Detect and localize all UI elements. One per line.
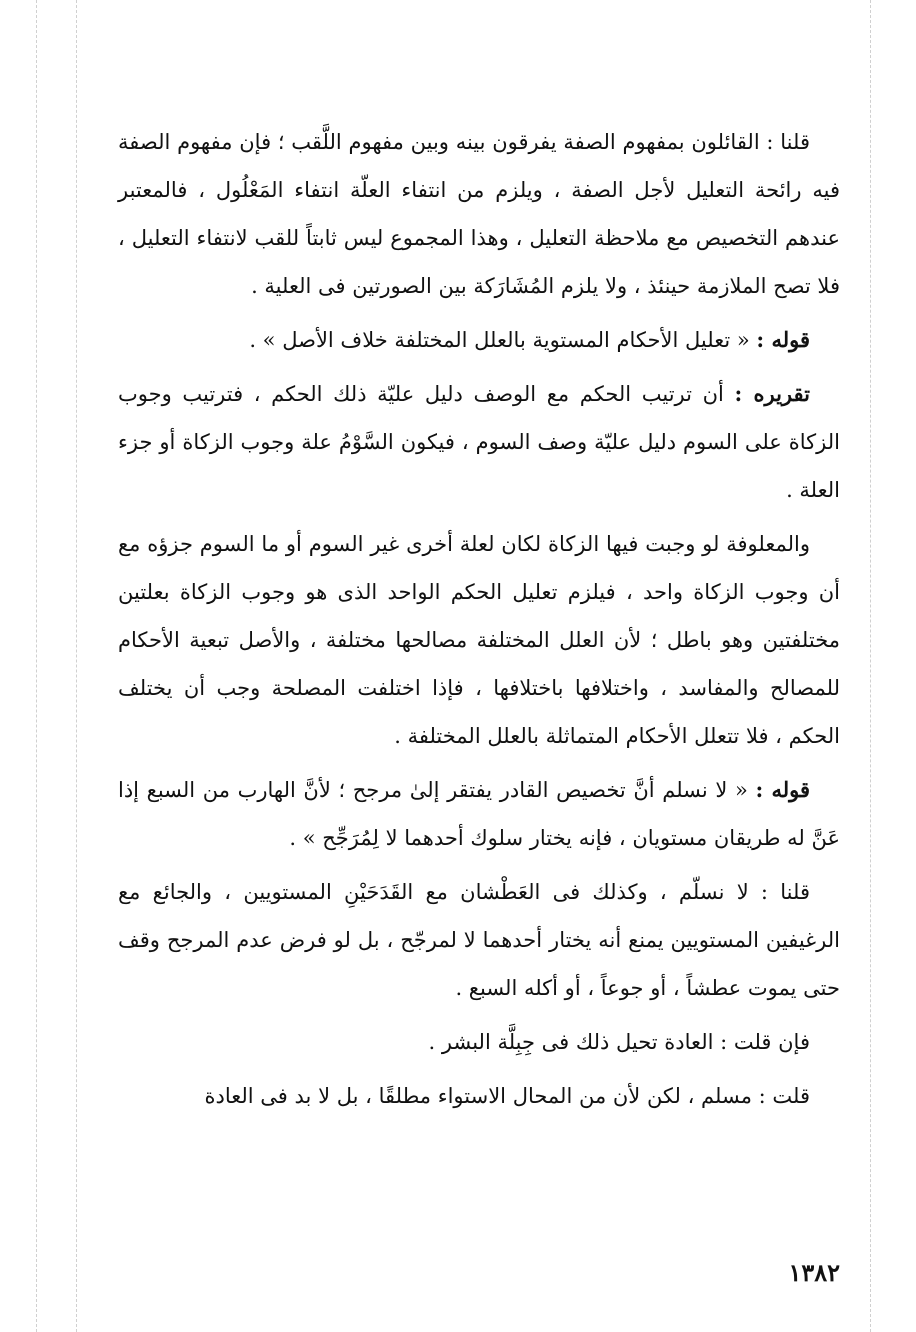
scan-margin-line-left-inner	[76, 0, 77, 1332]
paragraph-4	[118, 520, 840, 760]
paragraph-lead: قوله :	[755, 777, 810, 802]
page-number: ١٣٨٢	[788, 1258, 840, 1287]
paragraph-6	[118, 868, 840, 1012]
paragraph-1	[118, 118, 840, 310]
paragraph-text: أن ترتيب الحكم مع الوصف دليل عليّة ذلك الحكم ، فترتيب وجوب الزكاة على السوم دليل عليّة وصف السوم ، فيكون السَّوْمُ علة وجوب الزكاة أو جزء العلة .	[118, 382, 840, 502]
paragraph-7	[118, 1018, 840, 1066]
scan-margin-line-right	[870, 0, 871, 1332]
paragraph-text: فإن قلت : العادة تحيل ذلك فى جِبِلَّة البشر .	[428, 1030, 810, 1054]
paragraph-text: والمعلوفة لو وجبت فيها الزكاة لكان لعلة أخرى غير السوم أو ما السوم جزؤه مع أن وجوب الزكاة واحد ، فيلزم تعليل الحكم الواحد الذى هو وجوب الزكاة بعلتين مختلفتين وهو باطل ؛ لأن العلل المختلفة مصالحها مختلفة ، والأصل تبعية الأحكام للمصالح والمفاسد ، واختلافها باختلافها ، فإذا اختلفت المصلحة وجب أن يختلف الحكم ، فلا تتعلل الأحكام المتماثلة بالعلل المختلفة .	[118, 532, 840, 748]
paragraph-lead: قوله :	[756, 327, 810, 352]
scan-margin-line-left	[36, 0, 37, 1332]
paragraph-5	[118, 766, 840, 862]
paragraph-8	[118, 1072, 840, 1120]
paragraph-text: قلنا : القائلون بمفهوم الصفة يفرقون بينه وبين مفهوم اللَّقب ؛ فإن مفهوم الصفة فيه رائحة التعليل لأجل الصفة ، ويلزم من انتفاء العلّة انتفاء المَعْلُول ، فالمعتبر عندهم التخصيص مع ملاحظة التعليل ، وهذا المجموع ليس ثابتاً للقب لانتفاء التعليل ، فلا تصح الملازمة حينئذ ، ولا يلزم المُشَارَكة بين الصورتين فى العلية .	[118, 130, 840, 298]
paragraph-lead: تقريره :	[734, 381, 810, 406]
paragraph-3	[118, 370, 840, 514]
body-text	[118, 118, 840, 1126]
paragraph-2	[118, 316, 840, 364]
paragraph-text: قلت : مسلم ، لكن لأن من المحال الاستواء مطلقًا ، بل لا بد فى العادة	[204, 1084, 810, 1108]
paragraph-text: « تعليل الأحكام المستوية بالعلل المختلفة خلاف الأصل » .	[249, 328, 750, 352]
paragraph-text: « لا نسلم أنَّ تخصيص القادر يفتقر إلىٰ مرجح ؛ لأنَّ الهارب من السبع إذا عَنَّ له طريقان مستويان ، فإنه يختار سلوك أحدهما لا لِمُرَجِّح » .	[118, 778, 840, 850]
paragraph-text: قلنا : لا نسلّم ، وكذلك فى العَطْشان مع القَدَحَيْنِ المستويين ، والجائع مع الرغيفين المستويين يمنع أنه يختار أحدهما لا لمرجّح ، بل لو فرض عدم المرجح وقف حتى يموت عطشاً ، أو جوعاً ، أو أكله السبع .	[118, 880, 840, 1000]
